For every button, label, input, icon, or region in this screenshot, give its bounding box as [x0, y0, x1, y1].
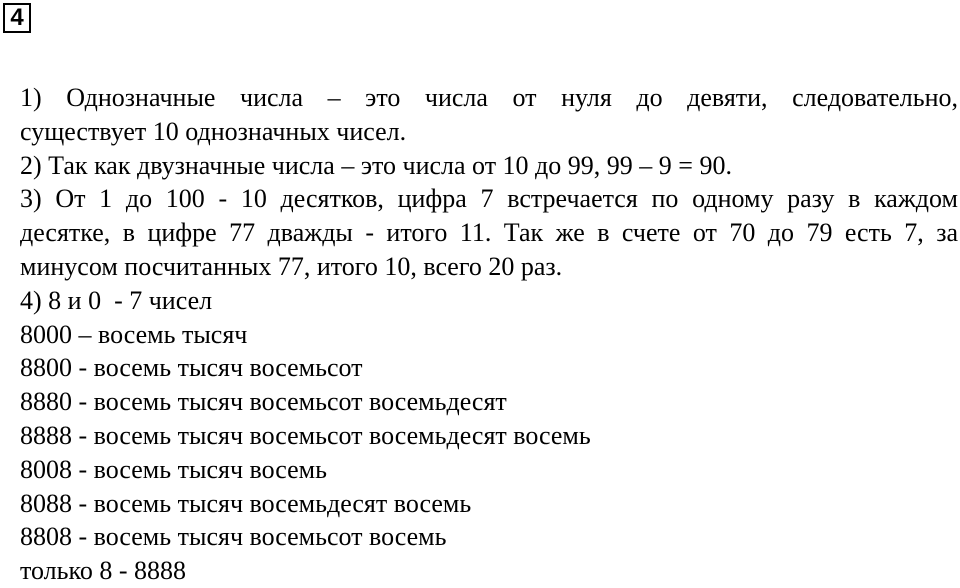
text-line-14: 8808 - восемь тысяч восемьсот восемь: [20, 522, 447, 552]
text-line-3: 2) Так как двузначные числа – это числа от 10 до 99, 99 – 9 = 90.: [20, 150, 732, 180]
text-line-15: только 8 - 8888: [20, 556, 186, 586]
text-line-11: 8888 - восемь тысяч восемьсот восемьдесят восемь: [20, 420, 591, 450]
text-line-8: 8000 – восемь тысяч: [20, 319, 248, 349]
text-line-6: минусом посчитанных 77, итого 10, всего 20 раз.: [20, 251, 563, 281]
text-line-12: 8008 - восемь тысяч восемь: [20, 454, 327, 484]
text-line-9: 8800 - восемь тысяч восемьсот: [20, 353, 363, 383]
solution-text: [20, 81, 958, 588]
task-number-badge: 4: [3, 3, 31, 33]
text-line-7: 4) 8 и 0 - 7 чисел: [20, 285, 213, 315]
text-line-1: 1) Однозначные числа – это числа от нуля до девяти, следовательно,: [20, 83, 958, 112]
text-line-13: 8088 - восемь тысяч восемьдесят восемь: [20, 488, 472, 518]
text-line-5: десятке, в цифре 77 дважды - итого 11. Так же в счете от 70 до 79 есть 7, за: [20, 218, 958, 248]
text-line-2: существует 10 однозначных чисел.: [20, 116, 407, 146]
text-line-4: 3) От 1 до 100 - 10 десятков, цифра 7 встречается по одному разу в каждом: [20, 184, 958, 214]
text-line-10: 8880 - восемь тысяч восемьсот восемьдесят: [20, 387, 507, 417]
